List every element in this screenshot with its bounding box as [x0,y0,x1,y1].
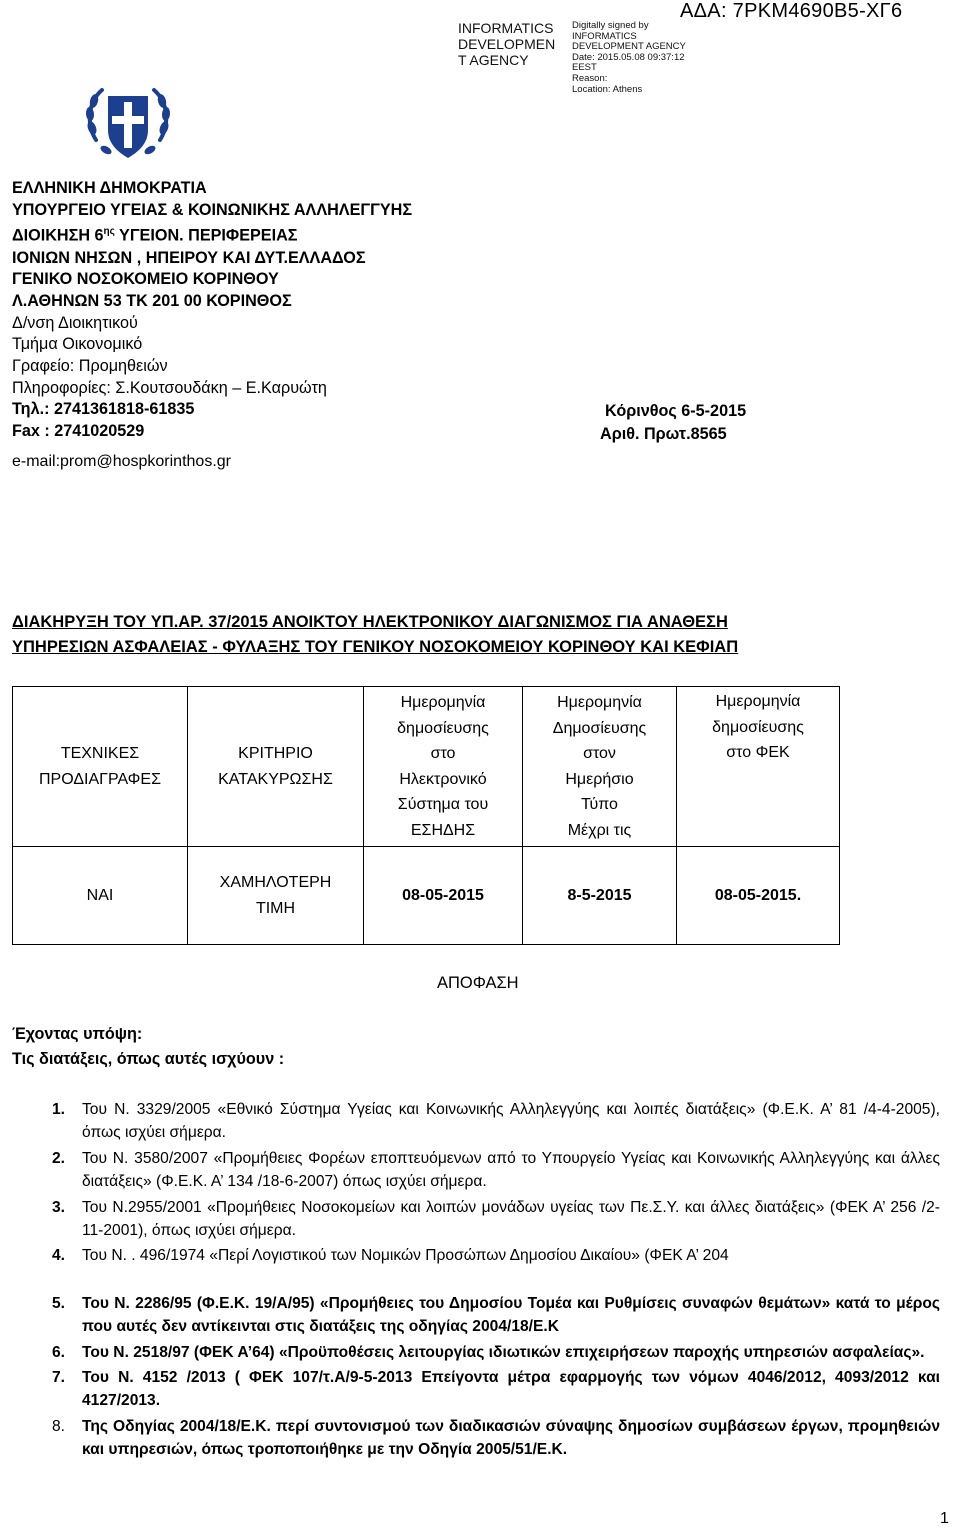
header-esidis-date: Ημερομηνία δημοσίευσης στο Ηλεκτρονικό Σύστημα του ΕΣΗΔΗΣ [364,687,523,847]
list-item: 7. Του Ν. 4152 /2013 ( ΦΕΚ 107/τ.Α/9-5-2013 Επείγοντα μέτρα εφαρμογής των νόμων 4046/2012, 4093/2012 και 4127/2013. [52,1369,940,1410]
title-line: ΥΠΗΡΕΣΙΩΝ ΑΣΦΑΛΕΙΑΣ - ΦΥΛΑΞΗΣ ΤΟΥ ΓΕΝΙΚΟΥ ΝΟΣΟΚΟΜΕΙΟΥ ΚΟΡΙΝΘΟΥ ΚΑΙ ΚΕΦΙΑΠ [12,638,739,656]
legal-basis-list [52,1098,940,1462]
protocol-number: Αριθ. Πρωτ.8565 [600,425,727,443]
header-fax: Fax : 2741020529 [12,422,145,441]
list-item: 3. Του Ν.2955/2001 «Προμήθειες Νοσοκομείων και λοιπών μονάδων υγείας των Πε.Σ.Υ. και άλλες διατάξεις» (ΦΕΚ Α’ 256 /2-11-2001), όπως ισχύει σήμερα. [52,1198,940,1240]
cell-fek-date: 08-05-2015. [677,847,840,945]
header-criterion: ΚΡΙΤΗΡΙΟ ΚΑΤΑΚΥΡΩΣΗΣ [188,687,364,847]
document-title [12,610,738,660]
greek-coat-of-arms-icon [82,78,174,168]
city-date: Κόρινθος 6-5-2015 [605,402,747,420]
signature-organization [458,20,555,68]
page-number: 1 [940,1510,949,1527]
header-hospital: ΓΕΝΙΚΟ ΝΟΣΟΚΟΜΕΙΟ ΚΟΡΙΝΘΟΥ [12,270,279,289]
decision-heading: ΑΠΟΦΑΣΗ [437,974,519,992]
signature-detail-line: Location: Athens [572,83,643,95]
list-item: 1. Του Ν. 3329/2005 «Εθνικό Σύστημα Υγείας και Κοινωνικής Αλληλεγγύης και λοιπές διατάξεις» (Φ.Ε.Κ. Α’ 81 /4-4-2005), όπως ισχύει σήμερα. [52,1101,940,1142]
cell-tech-specs: ΝΑΙ [13,847,188,945]
header-directorate: Δ/νση Διοικητικού [12,313,138,332]
cell-criterion: ΧΑΜΗΛΟΤΕΡΗ ΤΙΜΗ [188,847,364,945]
header-info: Πληροφορίες: Σ.Κουτσουδάκη – Ε.Καρυώτη [12,378,327,397]
title-line: ΔΙΑΚΗΡΥΞΗ ΤΟΥ ΥΠ.ΑΡ. 37/2015 ΑΝΟΙΚΤΟΥ ΗΛΕΚΤΡΟΝΙΚΟΥ ΔΙΑΓΩΝΙΣΜΟΣ ΓΙΑ ΑΝΑΘΕΣΗ [12,613,728,631]
signature-details [572,21,686,95]
list-item: 8. Της Οδηγίας 2004/18/Ε.Κ. περί συντονισμού των διαδικασιών σύναψης δημοσίων συμβάσεων έργων, προμηθειών και υπηρεσιών, όπως τροποποιήθηκε με την Οδηγία 2005/51/Ε.Κ. [52,1417,940,1459]
signature-org-line: T AGENCY [458,52,529,68]
ada-code: ΑΔΑ: 7ΡΚΜ4690Β5-ΧΓ6 [680,0,903,22]
header-address: Λ.ΑΘΗΝΩΝ 53 ΤΚ 201 00 ΚΟΡΙΝΘΟΣ [12,291,292,310]
table-row [13,847,840,945]
header-tech-specs: ΤΕΧΝΙΚΕΣ ΠΡΟΔΙΑΓΡΑΦΕΣ [13,687,188,847]
email-address: e-mail:prom@hospkorinthos.gr [12,453,231,470]
list-item: 6. Του Ν. 2518/97 (ΦΕΚ Α’64) «Προϋποθέσεις λειτουργίας ιδιωτικών επιχειρήσεων παροχής υπηρεσιών ασφαλείας». [52,1343,925,1361]
considering-line: Τις διατάξεις, όπως αυτές ισχύουν : [12,1050,285,1068]
header-department: Τμήμα Οικονομικό [12,335,143,354]
list-item: 5. Του Ν. 2286/95 (Φ.Ε.Κ. 19/Α/95) «Προμήθειες του Δημοσίου Τομέα και Ρυθμίσεις συναφών θεμάτων» κατά το μέρος που αυτές δεν αντίκεινται στις διατάξεις της οδηγίας 2004/18/Ε.Κ [52,1294,940,1336]
header-fek-date: Ημερομηνία δημοσίευσης στο ΦΕΚ [677,687,840,847]
cell-press-date: 8-5-2015 [523,847,677,945]
signature-detail-line: Date: 2015.05.08 09:37:12 [572,51,685,63]
signature-org-line: INFORMATICS [458,20,554,36]
header-press-date: Ημερομηνία Δημοσίευσης στον Ημερήσιο Τύπο Μέχρι τις [523,687,677,847]
signature-detail-line: Digitally signed by [572,20,649,31]
list-item: 2. Του Ν. 3580/2007 «Προμήθειες Φορέων εποπτευόμενων από το Υπουργείο Υγείας και Κοινωνικής Αλληλεγγύης και άλλες διατάξεις» (Φ.Ε.Κ. Α’ 134 /18-6-2007) όπως ισχύει σήμερα. [52,1149,940,1191]
signature-detail-line: Reason: [572,72,608,84]
sender-header [12,178,412,443]
list-item: 4. Του Ν. . 496/1974 «Περί Λογιστικού των Νομικών Προσώπων Δημοσίου Δικαίου» (ΦΕΚ Α’ 204 [52,1247,729,1265]
header-ministry: ΥΠΟΥΡΓΕΙΟ ΥΓΕΙΑΣ & ΚΟΙΝΩΝΙΚΗΣ ΑΛΛΗΛΕΓΓΥΗΣ [12,200,413,219]
header-office: Γραφείο: Προμηθειών [12,357,168,376]
header-region: ΙΟΝΙΩΝ ΝΗΣΩΝ , ΗΠΕΙΡΟΥ ΚΑΙ ΔΥΤ.ΕΛΛΑΔΟΣ [12,248,366,267]
table-header-row [13,687,840,847]
header-health-region: ΔΙΟΙΚΗΣΗ $6^{\eta\varsigma}$ ΥΓΕΙΟΝ. ΠΕΡΙΦΕΡΕΙΑΣ [12,226,298,245]
tender-table [12,686,840,945]
header-country: ΕΛΛΗΝΙΚΗ ΔΗΜΟΚΡΑΤΙΑ [12,179,207,197]
signature-detail-line: DEVELOPMENT AGENCY [572,41,686,53]
header-phone: Τηλ.: 2741361818-61835 [12,400,195,419]
signature-detail-line: INFORMATICS [572,30,637,42]
considering-line: Έχοντας υπόψη: [12,1025,143,1043]
considering-block [12,1022,284,1072]
signature-org-line: DEVELOPMEN [458,36,556,52]
signature-detail-line: EEST [572,62,597,74]
cell-esidis-date: 08-05-2015 [364,847,523,945]
